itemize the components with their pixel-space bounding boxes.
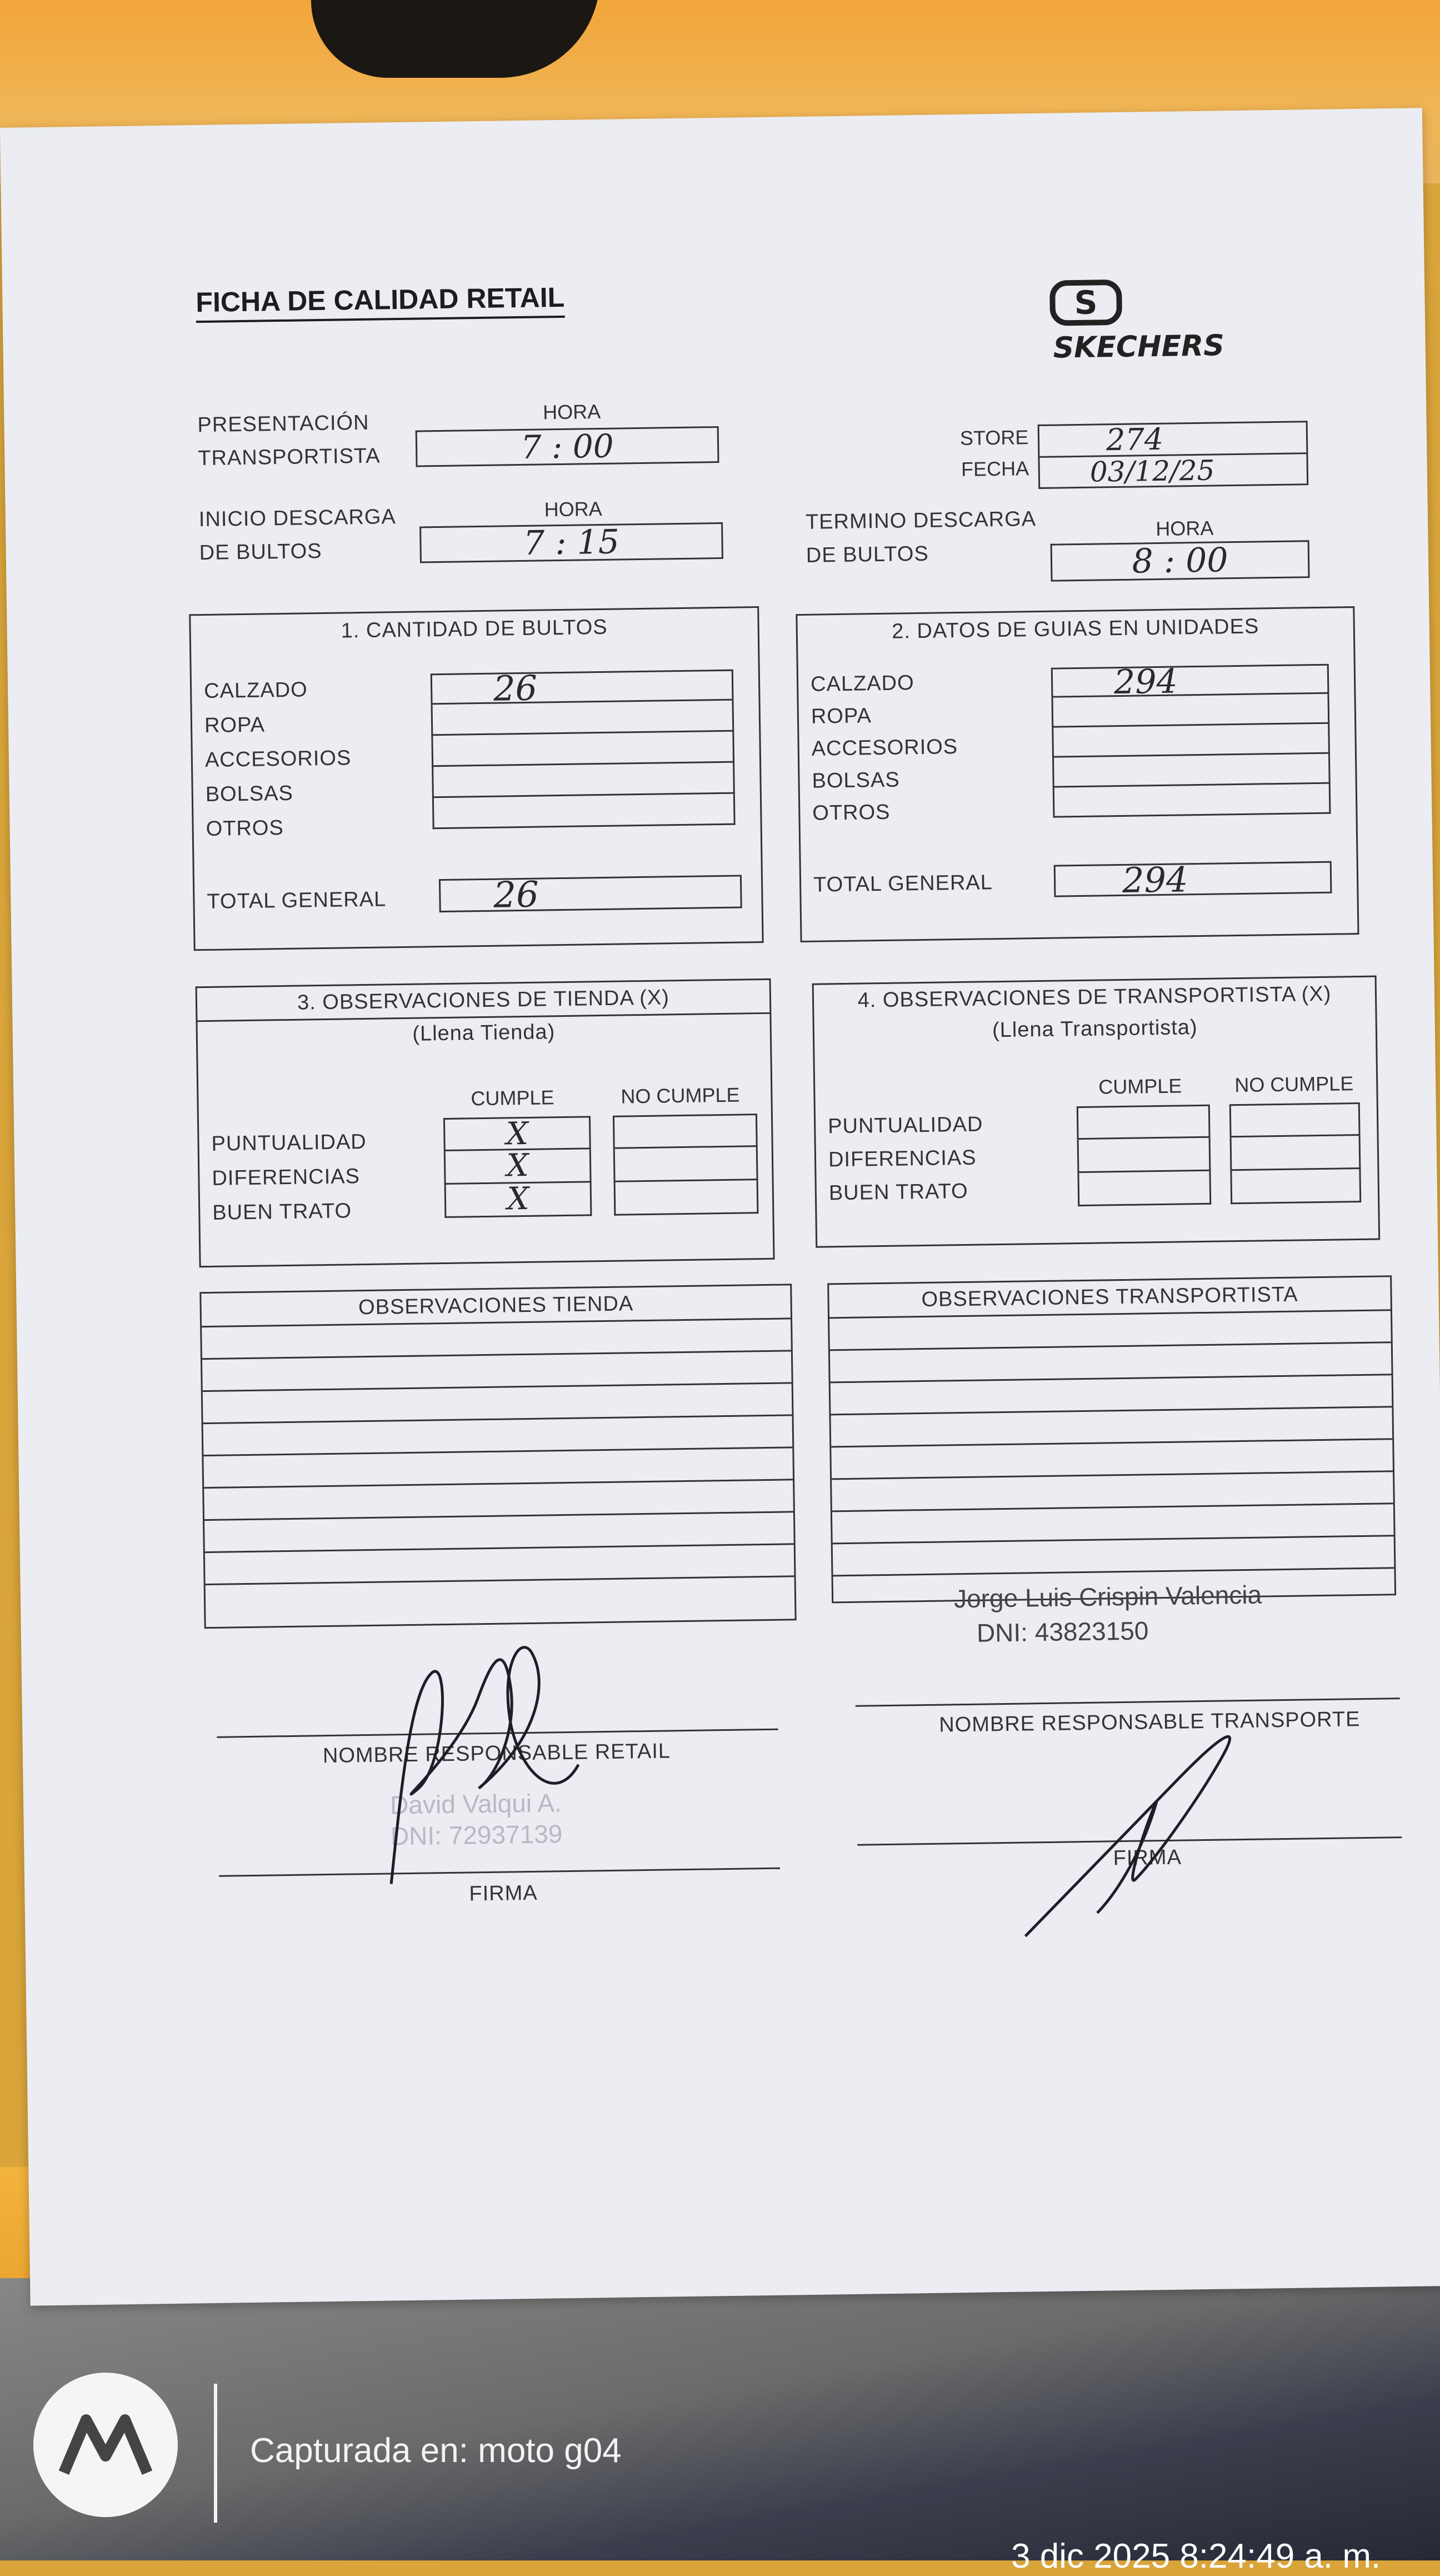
retail-signature: [366, 1620, 603, 1912]
motorola-m-icon: [33, 2373, 178, 2517]
diferencias-cumple-mark[interactable]: X: [444, 1149, 592, 1185]
section4-cumple-boxes[interactable]: [1077, 1105, 1211, 1206]
obs-tienda-title: OBSERVACIONES TIENDA: [201, 1285, 791, 1327]
t-puntualidad-cumple-box[interactable]: [1077, 1105, 1211, 1140]
section1-total-value[interactable]: 26: [439, 875, 742, 912]
section2-row-labels: CALZADO ROPA ACCESORIOS BOLSAS OTROS: [810, 671, 958, 825]
retail-name-label: NOMBRE RESPONSABLE RETAIL: [322, 1739, 671, 1768]
store-fecha-labels: STORE FECHA: [959, 426, 1029, 481]
t-puntualidad-no-cumple-box[interactable]: [1229, 1102, 1361, 1137]
capture-timestamp: 3 dic 2025 8:24:49 a. m.: [1011, 2537, 1381, 2575]
camera-logo: [33, 2373, 178, 2517]
obs-transportista-title: OBSERVACIONES TRANSPORTISTA: [829, 1277, 1391, 1319]
guias-calzado-value[interactable]: 294: [1051, 664, 1329, 698]
section2-total-label: TOTAL GENERAL: [813, 871, 993, 897]
retail-stamp: David Valqui A. DNI: 72937139: [389, 1788, 563, 1851]
t-buen-trato-cumple-box[interactable]: [1077, 1171, 1211, 1206]
calzado-value[interactable]: 26: [431, 670, 734, 705]
hora-label-3: HORA: [1155, 516, 1214, 541]
bolsas-field[interactable]: [432, 763, 735, 798]
section-observaciones-tienda: [196, 979, 775, 1267]
termino-descarga-label: TERMINO DESCARGA DE BULTOS: [805, 507, 1037, 567]
section1-title: 1. CANTIDAD DE BULTOS: [341, 615, 608, 643]
obs-tienda-lines[interactable]: [202, 1319, 794, 1585]
store-fecha-field[interactable]: [1038, 421, 1309, 489]
guias-accesorios-field[interactable]: [1052, 724, 1330, 758]
section4-col-cumple: CUMPLE: [1098, 1074, 1182, 1099]
presentacion-label: PRESENTACIÓN TRANSPORTISTA: [197, 411, 381, 471]
section3-col-no-cumple: NO CUMPLE: [621, 1083, 740, 1108]
inicio-descarga-label: INICIO DESCARGA DE BULTOS: [198, 505, 397, 565]
skechers-logo: [1041, 277, 1264, 369]
watermark-divider: [214, 2384, 217, 2523]
obs-transportista-lines[interactable]: [829, 1311, 1394, 1576]
guias-ropa-field[interactable]: [1052, 694, 1330, 728]
section3-row-labels: PUNTUALIDAD DIFERENCIAS BUEN TRATO: [211, 1130, 367, 1225]
transport-name-label: NOMBRE RESPONSABLE TRANSPORTE: [939, 1708, 1361, 1737]
section2-grid[interactable]: [1051, 664, 1331, 818]
section4-title: 4. OBSERVACIONES DE TRANSPORTISTA (X): [857, 982, 1332, 1012]
section3-cumple-boxes[interactable]: [443, 1116, 592, 1218]
fecha-value[interactable]: 03/12/25: [1089, 454, 1215, 488]
form-title: FICHA DE CALIDAD RETAIL: [196, 281, 565, 323]
puntualidad-cumple-mark[interactable]: X: [443, 1116, 591, 1151]
section3-no-cumple-boxes[interactable]: [613, 1114, 758, 1216]
section1-total-label: TOTAL GENERAL: [207, 887, 387, 913]
section-observaciones-transportista: [812, 976, 1381, 1248]
svg-text:S: S: [1074, 283, 1098, 322]
section1-row-labels: CALZADO ROPA ACCESORIOS BOLSAS OTROS: [203, 678, 352, 841]
quality-form-sheet: [0, 108, 1440, 2305]
otros-field[interactable]: [432, 794, 736, 830]
section3-title: 3. OBSERVACIONES DE TIENDA (X): [197, 980, 770, 1022]
section3-col-cumple: CUMPLE: [471, 1086, 554, 1110]
section-cantidad-bultos: [189, 606, 763, 951]
puntualidad-no-cumple-box[interactable]: [613, 1114, 758, 1149]
brand-wordmark: SKECHERS: [1053, 329, 1225, 365]
observaciones-transportista-box[interactable]: [827, 1275, 1396, 1603]
transport-signature: [1011, 1710, 1270, 1947]
ropa-field[interactable]: [431, 701, 734, 736]
hora-label-2: HORA: [544, 497, 602, 521]
capture-device-text: Capturada en: moto g04: [250, 2432, 622, 2470]
t-diferencias-cumple-box[interactable]: [1077, 1138, 1211, 1173]
retail-firma-label: FIRMA: [469, 1881, 538, 1906]
section4-subtitle: (Llena Transportista): [992, 1016, 1198, 1042]
section4-no-cumple-boxes[interactable]: [1229, 1102, 1361, 1204]
inicio-hora-field[interactable]: 7 : 15: [419, 522, 723, 563]
section3-subtitle: (Llena Tienda): [412, 1020, 556, 1046]
buen-trato-cumple-mark[interactable]: X: [444, 1182, 592, 1218]
section-datos-guias: [796, 606, 1359, 942]
section1-grid[interactable]: [431, 667, 736, 830]
section2-total-value[interactable]: 294: [1054, 861, 1332, 897]
section4-row-labels: PUNTUALIDAD DIFERENCIAS BUEN TRATO: [827, 1112, 983, 1205]
section2-title: 2. DATOS DE GUIAS EN UNIDADES: [891, 615, 1259, 643]
t-diferencias-no-cumple-box[interactable]: [1230, 1136, 1361, 1171]
transport-stamp: Jorge Luis Crispin Valencia DNI: 43823150: [953, 1580, 1262, 1648]
buen-trato-no-cumple-box[interactable]: [614, 1180, 759, 1216]
termino-hora-field[interactable]: 8 : 00: [1051, 540, 1310, 581]
presentacion-hora-field[interactable]: 7 : 00: [416, 426, 719, 467]
section4-col-no-cumple: NO CUMPLE: [1234, 1072, 1354, 1097]
guias-otros-field[interactable]: [1053, 784, 1331, 818]
accesorios-field[interactable]: [431, 732, 734, 767]
transport-firma-label: FIRMA: [1113, 1845, 1182, 1870]
store-value[interactable]: 274: [1039, 422, 1307, 458]
hora-label: HORA: [542, 400, 601, 424]
observaciones-tienda-box[interactable]: [199, 1284, 796, 1629]
diferencias-no-cumple-box[interactable]: [613, 1147, 758, 1182]
guias-bolsas-field[interactable]: [1052, 754, 1331, 788]
t-buen-trato-no-cumple-box[interactable]: [1230, 1169, 1361, 1204]
